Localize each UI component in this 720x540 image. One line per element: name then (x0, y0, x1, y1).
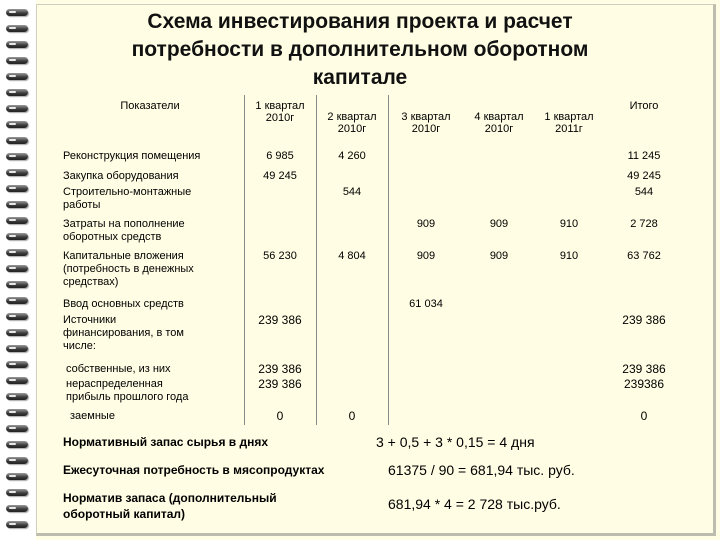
row-label-construction-line1: Строительно-монтажные (63, 186, 192, 198)
spiral-ring (6, 425, 28, 432)
spiral-ring (6, 361, 28, 368)
spiral-ring (6, 473, 28, 480)
table-divider (316, 95, 317, 425)
spiral-binding (0, 0, 36, 540)
spiral-ring (6, 265, 28, 272)
title-line-2: потребности в дополнительном оборотном (131, 38, 589, 61)
cell-working-capital-total: 2 728 (630, 218, 658, 230)
cell-capital-investments-q1-2010: 56 230 (263, 250, 297, 262)
calc-formula-stock-norm: 681,94 * 4 = 2 728 тыс.руб. (388, 496, 561, 512)
cell-borrowed-total: 0 (640, 409, 648, 423)
header-q4-2010-line2: 2010г (484, 123, 514, 135)
cell-construction-total: 544 (634, 186, 654, 198)
calc-label-stock-norm-line2: оборотный капитал) (63, 507, 185, 521)
cell-fixed-assets-value: 61 034 (409, 298, 443, 310)
row-label-capital-investments (63, 250, 194, 289)
header-q3-2010 (392, 111, 460, 135)
cell-own-q1-2010: 239 386 (258, 362, 302, 376)
cell-capital-investments-total: 63 762 (627, 250, 661, 262)
header-q1-2010-line1: 1 квартал (255, 100, 305, 112)
cell-reconstruction-q2-2010: 4 260 (338, 150, 366, 162)
spiral-ring (6, 457, 28, 464)
calc-label-stock-norm-line1: Норматив запаса (дополнительный (63, 491, 277, 505)
title-line-3: капитале (312, 66, 408, 89)
spiral-ring (6, 217, 28, 224)
row-label-capital-investments-line3: средствах) (63, 276, 119, 288)
spiral-ring (6, 281, 28, 288)
header-q1-2010 (246, 100, 314, 124)
calc-label-daily-need: Ежесуточная потребность в мясопродуктах (63, 463, 325, 477)
header-q2-2010-line1: 2 квартал (327, 111, 377, 123)
spiral-ring (6, 249, 28, 256)
cell-working-capital-q1-2011: 910 (559, 218, 579, 230)
spiral-ring (6, 409, 28, 416)
spiral-ring (6, 73, 28, 80)
calc-label-raw-stock-days: Нормативный запас сырья в днях (63, 435, 269, 449)
title-line-1: Схема инвестирования проекта и расчет (147, 10, 573, 33)
header-q3-2010-line1: 3 квартал (401, 111, 451, 123)
slide-title (90, 8, 630, 92)
header-q1-2011-line2: 2011г (555, 123, 583, 135)
spiral-ring (6, 121, 28, 128)
spiral-ring (6, 41, 28, 48)
header-q2-2010-line2: 2010г (337, 123, 367, 135)
row-label-fixed-assets: Ввод основных средств (63, 298, 184, 310)
cell-retained-total: 239386 (623, 377, 665, 391)
header-q4-2010-line1: 4 квартал (474, 111, 524, 123)
cell-working-capital-q4-2010: 909 (489, 218, 509, 230)
cell-sources-total: 239 386 (622, 313, 666, 327)
header-q1-2010-line2: 2010г (265, 112, 295, 124)
spiral-ring (6, 169, 28, 176)
header-q3-2010-line2: 2010г (411, 123, 441, 135)
spiral-ring (6, 489, 28, 496)
table-divider (244, 95, 245, 425)
header-total (610, 100, 678, 112)
row-label-retained-line1: нераспределенная (66, 378, 163, 390)
row-label-construction (63, 186, 191, 212)
row-label-capital-investments-line1: Капитальные вложения (63, 250, 184, 262)
spiral-ring (6, 345, 28, 352)
spiral-ring (6, 377, 28, 384)
cell-construction-value: 544 (342, 186, 362, 198)
cell-retained-q1-2010: 239 386 (258, 377, 302, 391)
cell-equipment-q1-2010: 49 245 (263, 170, 297, 182)
spiral-ring (6, 313, 28, 320)
spiral-ring (6, 9, 28, 16)
header-q1-2011-line1: 1 квартал (544, 111, 594, 123)
row-label-borrowed: заемные (70, 410, 115, 422)
cell-capital-investments-q1-2011: 910 (559, 250, 579, 262)
cell-reconstruction-total: 11 245 (627, 150, 661, 162)
calc-label-stock-norm (63, 490, 277, 522)
spiral-ring (6, 57, 28, 64)
header-q2-2010 (318, 111, 386, 135)
row-label-sources-line2: финансирования, в том (63, 327, 184, 339)
header-total-text: Итого (629, 100, 659, 112)
spiral-ring (6, 329, 28, 336)
table-divider (388, 95, 389, 425)
cell-borrowed-q1-2010: 0 (276, 409, 284, 423)
cell-reconstruction-q1-2010: 6 985 (266, 150, 294, 162)
cell-sources-q1-2010: 239 386 (258, 313, 302, 327)
row-label-working-capital (63, 218, 185, 244)
cell-capital-investments-q2-2010: 4 804 (338, 250, 366, 262)
row-label-sources-line1: Источники (63, 314, 117, 326)
row-label-sources-line3: числе: (63, 340, 96, 352)
header-q4-2010 (464, 111, 534, 135)
spiral-ring (6, 137, 28, 144)
row-label-working-capital-line1: Затраты на пополнение (63, 218, 185, 230)
spiral-ring (6, 393, 28, 400)
spiral-ring (6, 505, 28, 512)
spiral-ring (6, 25, 28, 32)
row-label-retained (66, 378, 188, 404)
spiral-ring (6, 297, 28, 304)
cell-borrowed-q2-2010: 0 (348, 409, 356, 423)
calc-formula-raw-stock-days: 3 + 0,5 + 3 * 0,15 = 4 дня (376, 434, 535, 450)
row-label-reconstruction: Реконструкция помещения (63, 150, 201, 162)
cell-capital-investments-q4-2010: 909 (489, 250, 509, 262)
spiral-ring (6, 521, 28, 528)
spiral-ring (6, 441, 28, 448)
cell-capital-investments-q3-2010: 909 (416, 250, 436, 262)
row-label-own: собственные, из них (66, 363, 171, 375)
cell-own-total: 239 386 (622, 362, 666, 376)
header-indicator (100, 100, 200, 112)
header-indicator-text: Показатели (120, 100, 180, 112)
calc-formula-daily-need: 61375 / 90 = 681,94 тыс. руб. (388, 462, 575, 478)
row-label-equipment: Закупка оборудования (63, 170, 179, 182)
row-label-retained-line2: прибыль прошлого года (66, 391, 189, 403)
row-label-sources (63, 314, 184, 353)
cell-working-capital-q3-2010: 909 (416, 218, 436, 230)
header-q1-2011 (535, 111, 603, 135)
spiral-ring (6, 233, 28, 240)
spiral-ring (6, 89, 28, 96)
row-label-capital-investments-line2: (потребность в денежных (63, 263, 194, 275)
spiral-ring (6, 153, 28, 160)
row-label-construction-line2: работы (63, 199, 101, 211)
spiral-ring (6, 105, 28, 112)
spiral-ring (6, 201, 28, 208)
row-label-working-capital-line2: оборотных средств (63, 231, 162, 243)
spiral-ring (6, 185, 28, 192)
cell-equipment-total: 49 245 (627, 170, 661, 182)
